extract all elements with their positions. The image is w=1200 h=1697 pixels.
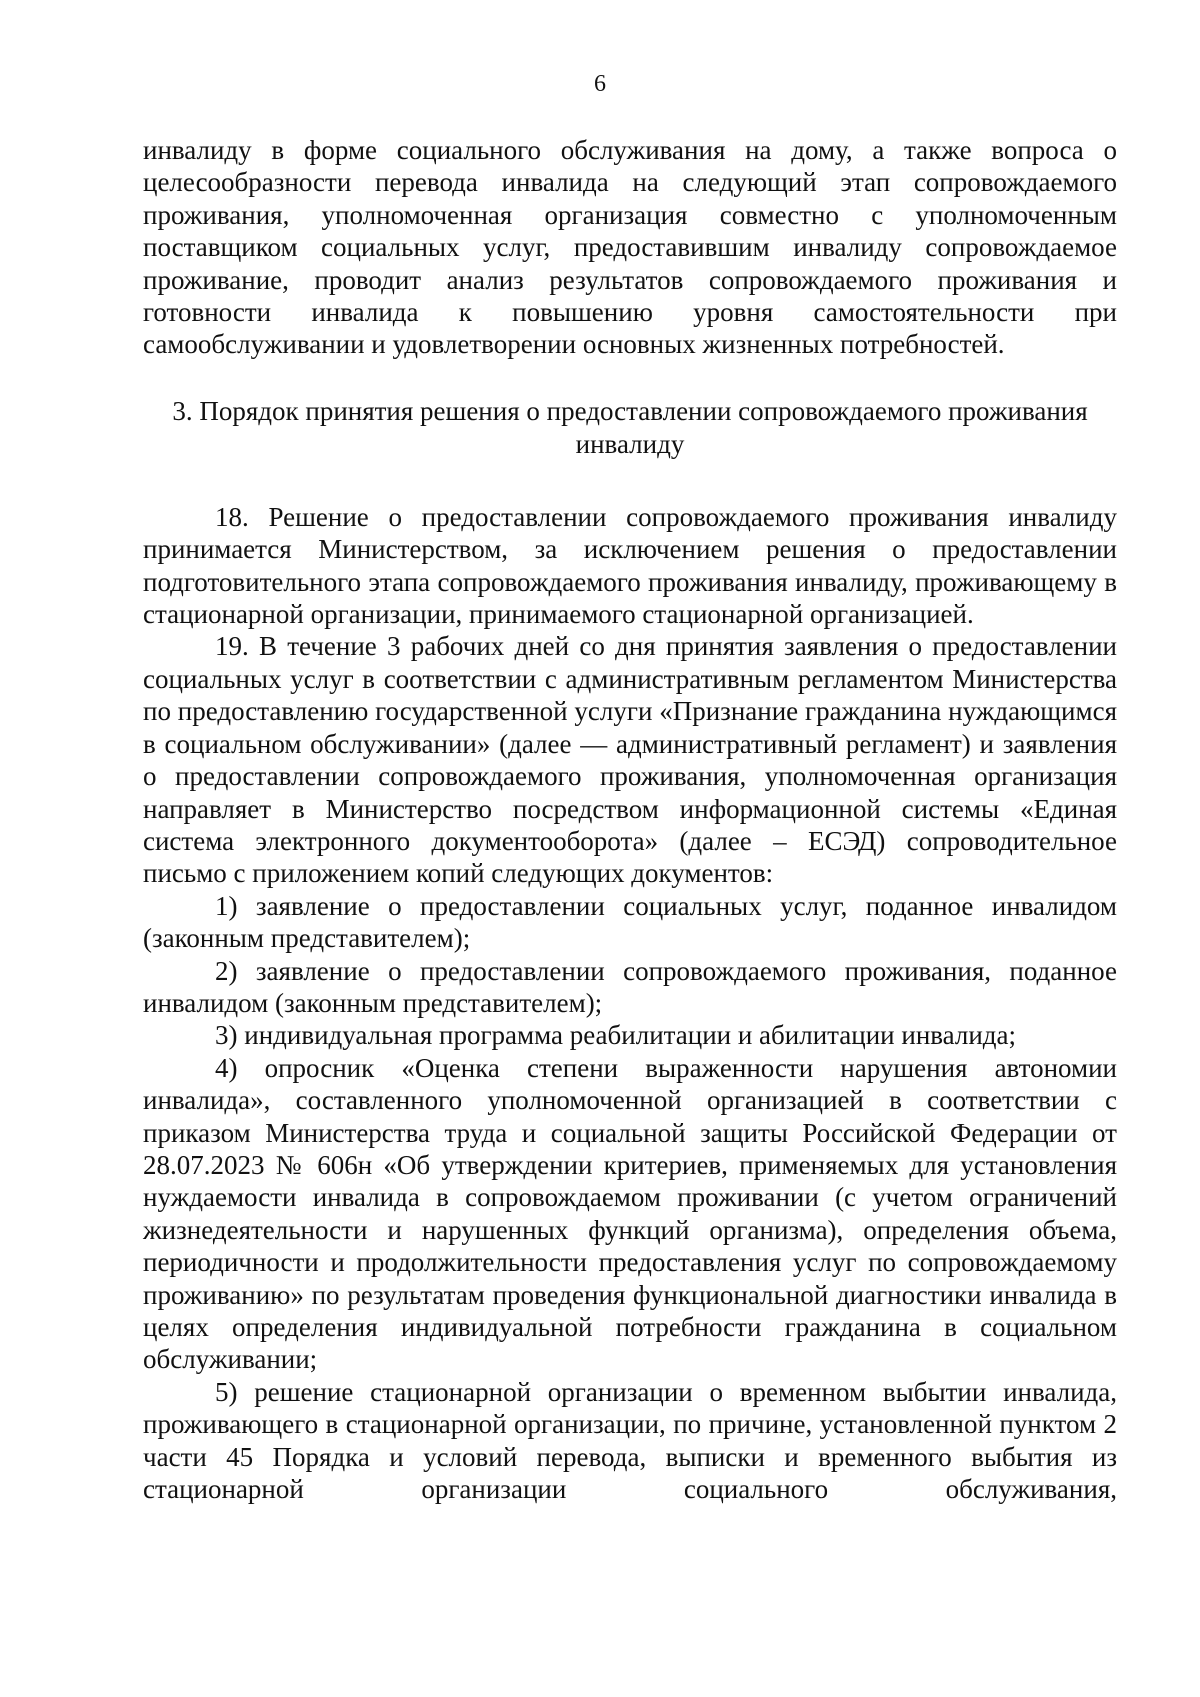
list-item-2: 2) заявление о предоставлении сопровождаемого проживания, поданное инвалидом (законным представителем); [143, 955, 1117, 1018]
page-number: 6 [594, 71, 606, 97]
list-item-3: 3) индивидуальная программа реабилитации и абилитации инвалида; [215, 1020, 1017, 1051]
list-item-5: 5) решение стационарной организации о временном выбытии инвалида, проживающего в стационарной организации, по причине, установленной пунктом 2 части 45 Порядка и условий перевода, выписки и временного выбытия из стационарной организации социального обслуживания, [143, 1376, 1117, 1505]
section-heading-line-1: 3. Порядок принятия решения о предоставлении сопровождаемого проживания [172, 395, 1088, 426]
document-body [143, 134, 1117, 1505]
list-item-4: 4) опросник «Оценка степени выраженности нарушения автономии инвалида», составленного уполномоченной организацией в соответствии с приказом Министерства труда и социальной защиты Российской Федерации от 28.07.2023 № 606н «Об утверждении критериев, применяемых для установления нуждаемости инвалида в сопровождаемом проживании (с учетом ограничений жизнедеятельности и нарушенных функций организма), определения объема, периодичности и продолжительности предоставления услуг по сопровождаемому проживанию» по результатам проведения функциональной диагностики инвалида в целях определения индивидуальной потребности гражданина в социальном обслуживании; [143, 1052, 1117, 1375]
intro-paragraph: инвалиду в форме социального обслуживания на дому, а также вопроса о целесообразности перевода инвалида на следующий этап сопровождаемого проживания, уполномоченная организация совместно с уполномоченным поставщиком социальных услуг, предоставившим инвалиду сопровождаемое проживание, проводит анализ результатов сопровождаемого проживания и готовности инвалида к повышению уровня самостоятельности при самообслуживании и удовлетворении основных жизненных потребностей. [143, 135, 1117, 360]
paragraph-19: 19. В течение 3 рабочих дней со дня принятия заявления о предоставлении социальных услуг в соответствии с административным регламентом Министерства по предоставлению государственной услуги «Признание гражданина нуждающимся в социальном обслуживании» (далее — административный регламент) и заявления о предоставлении сопровождаемого проживания, уполномоченная организация направляет в Министерство посредством информационной системы «Единая система электронного документооборота» (далее – ЕСЭД) сопроводительное письмо с приложением копий следующих документов: [143, 631, 1117, 889]
paragraph-18: 18. Решение о предоставлении сопровождаемого проживания инвалиду принимается Министерством, за исключением решения о предоставлении подготовительного этапа сопровождаемого проживания инвалиду, проживающему в стационарной организации, принимаемого стационарной организацией. [143, 501, 1117, 630]
section-heading [143, 395, 1117, 461]
list-item-1: 1) заявление о предоставлении социальных услуг, поданное инвалидом (законным представителем); [143, 890, 1117, 954]
section-heading-line-2: инвалиду [575, 428, 685, 459]
